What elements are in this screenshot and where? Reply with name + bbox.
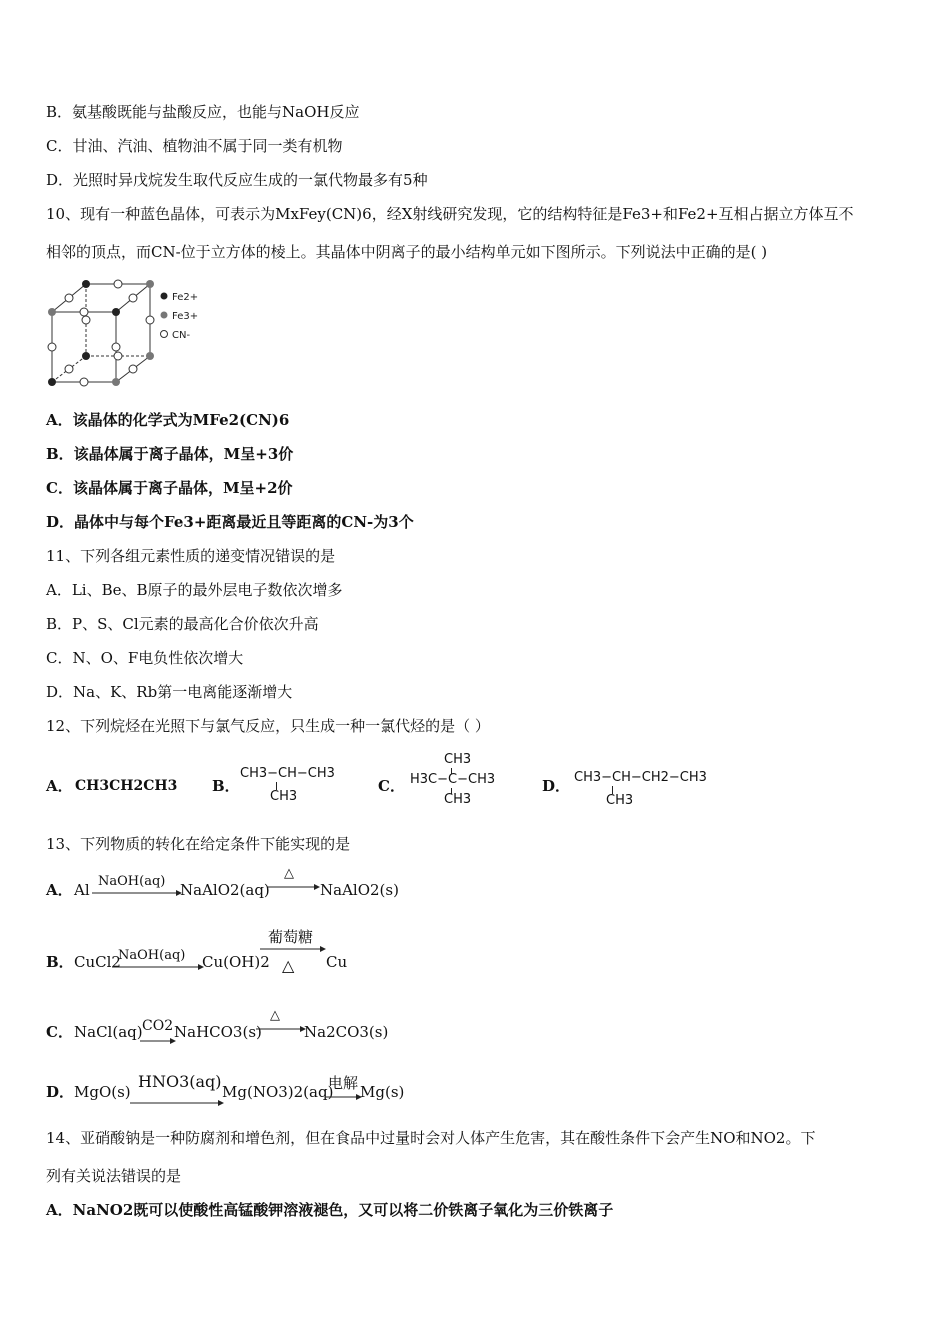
q13-b-arrow2 — [260, 944, 326, 954]
q13-a-s1: Al — [74, 881, 90, 899]
q9-option-c: C．甘油、汽油、植物油不属于同一类有机物 — [46, 137, 343, 155]
q11-option-b: B．P、S、Cl元素的最高化合价依次升高 — [46, 615, 319, 633]
q13-a-s3: NaAlO2(s) — [320, 881, 399, 899]
q13-d-arrow1 — [130, 1098, 224, 1108]
q13-d-s3: Mg(s) — [360, 1083, 405, 1101]
q13-a-s2: NaAlO2(aq) — [180, 881, 270, 899]
q12-option-b-main: CH3−CH−CH3 — [240, 766, 335, 781]
q14-stem-line2: 列有关说法错误的是 — [46, 1167, 182, 1185]
q10-option-b: B．该晶体属于离子晶体，M呈+3价 — [46, 445, 294, 463]
q13-b-arrow1 — [112, 962, 204, 972]
q13-stem: 13、下列物质的转化在给定条件下能实现的是 — [46, 835, 351, 853]
q13-option-c-label: C． — [46, 1023, 73, 1041]
crystal-cell-diagram — [44, 278, 204, 390]
q13-c-cond2: △ — [270, 1008, 280, 1023]
q14-stem-line1: 14、亚硝酸钠是一种防腐剂和增色剂，但在食品中过量时会对人体产生危害，其在酸性条件下会产生NO和NO2。下 — [46, 1129, 816, 1147]
q11-option-a: A．Li、Be、B原子的最外层电子数依次增多 — [46, 581, 343, 599]
q12-option-b-label: B． — [212, 777, 240, 795]
q13-c-arrow1 — [140, 1036, 176, 1046]
q13-b-cond2: 葡萄糖 — [268, 928, 314, 946]
legend-fe2-marker — [161, 293, 168, 300]
q10-stem-line2: 相邻的顶点，而CN-位于立方体的棱上。其晶体中阴离子的最小结构单元如下图所示。下列说法中正确的是( ) — [46, 243, 768, 261]
legend-fe3-marker — [161, 312, 168, 319]
q12-option-d-structure — [574, 770, 707, 808]
q13-c-arrow2 — [256, 1024, 306, 1034]
q12-option-d-label: D． — [542, 777, 571, 795]
q12-option-c-label: C． — [378, 777, 405, 795]
legend-fe3: Fe3+ — [172, 311, 199, 322]
q13-c-s2: NaHCO3(s) — [174, 1023, 262, 1041]
q13-d-cond1: HNO3(aq) — [138, 1072, 222, 1091]
q10-stem-line1: 10、现有一种蓝色晶体，可表示为MxFey(CN)6，经X射线研究发现，它的结构特征是Fe3+和Fe2+互相占据立方体互不 — [46, 205, 854, 223]
q13-d-s2: Mg(NO3)2(aq) — [222, 1083, 334, 1101]
q13-a-arrow1 — [92, 888, 182, 898]
q13-option-b-label: B． — [46, 953, 74, 971]
q12-stem: 12、下列烷烃在光照下与氯气反应，只生成一种一氯代烃的是（ ） — [46, 717, 490, 735]
q13-b-s1: CuCl2 — [74, 953, 121, 971]
q13-b-s3: Cu — [326, 953, 348, 971]
legend-cn-marker — [161, 331, 168, 338]
legend-fe2: Fe2+ — [172, 292, 199, 303]
q9-option-d: D．光照时异戊烷发生取代反应生成的一氯代物最多有5种 — [46, 171, 428, 189]
q12-option-c-bottom: CH3 — [444, 792, 472, 807]
q13-a-arrow2 — [268, 882, 320, 892]
q10-option-d: D．晶体中与每个Fe3+距离最近且等距离的CN-为3个 — [46, 513, 414, 531]
q13-b-cond2b: △ — [282, 956, 295, 975]
q13-option-a-label: A． — [46, 881, 73, 899]
legend-cn: CN- — [172, 330, 191, 341]
q12-option-c-main: H3C−C−CH3 — [410, 772, 496, 787]
q12-option-a-label: A． — [46, 777, 73, 795]
q13-b-cond1: NaOH(aq) — [118, 948, 186, 963]
q13-a-cond1: NaOH(aq) — [98, 874, 166, 889]
q13-option-d-label: D． — [46, 1083, 75, 1101]
q13-b-s2: Cu(OH)2 — [202, 953, 270, 971]
q13-d-s1: MgO(s) — [74, 1083, 131, 1101]
q12-option-c-top: CH3 — [444, 752, 472, 767]
q9-option-b: B．氨基酸既能与盐酸反应，也能与NaOH反应 — [46, 103, 360, 121]
q13-a-cond2: △ — [284, 866, 294, 881]
q11-stem: 11、下列各组元素性质的递变情况错误的是 — [46, 547, 336, 565]
q12-option-b-branch: CH3 — [270, 789, 298, 804]
q12-option-d-branch: CH3 — [606, 793, 634, 808]
q10-option-a: A．该晶体的化学式为MFe2(CN)6 — [46, 411, 290, 429]
q11-option-d: D．Na、K、Rb第一电离能逐渐增大 — [46, 683, 293, 701]
q12-option-d-main: CH3−CH−CH2−CH3 — [574, 770, 707, 785]
q14-option-a: A．NaNO2既可以使酸性高锰酸钾溶液褪色，又可以将二价铁离子氧化为三价铁离子 — [46, 1201, 614, 1219]
q13-c-cond1: CO2 — [142, 1018, 174, 1034]
q12-option-b-structure — [240, 766, 335, 804]
q13-d-cond2: 电解 — [328, 1074, 359, 1092]
q13-c-s3: Na2CO3(s) — [304, 1023, 389, 1041]
q11-option-c: C．N、O、F电负性依次增大 — [46, 649, 244, 667]
q13-c-s1: NaCl(aq) — [74, 1023, 143, 1041]
q12-option-a-formula: CH3CH2CH3 — [75, 778, 178, 794]
q10-option-c: C．该晶体属于离子晶体，M呈+2价 — [46, 479, 293, 497]
q13-d-arrow2 — [326, 1092, 362, 1102]
